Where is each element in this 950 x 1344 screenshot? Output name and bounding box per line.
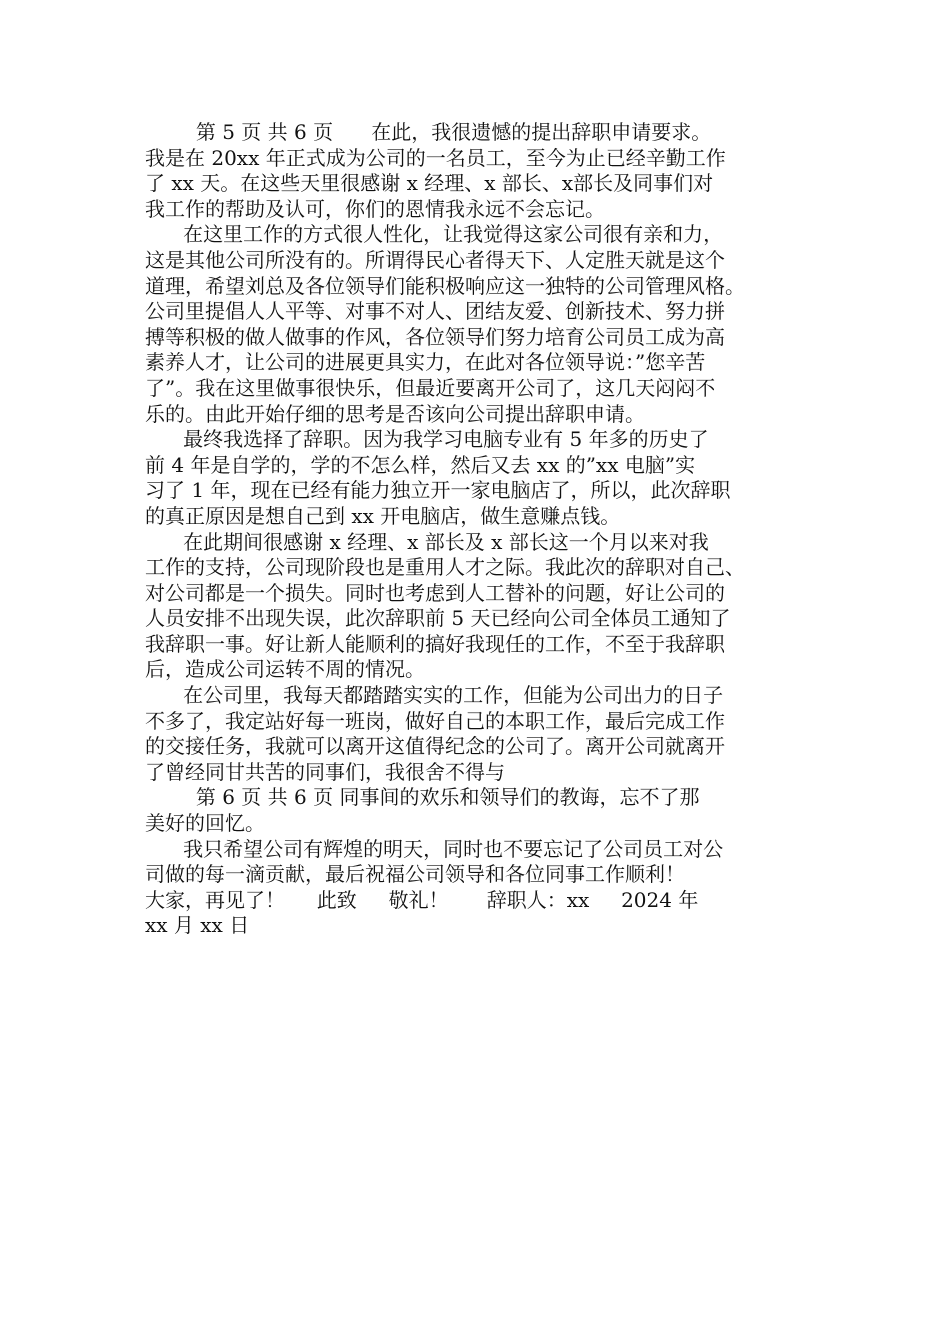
text-line: 人员安排不出现失误，此次辞职前 5 天已经向公司全体员工通知了 — [145, 606, 731, 631]
text-line: 第 6 页 共 6 页 同事间的欢乐和领导们的教诲，忘不了那 — [145, 785, 700, 810]
text-line: 我只希望公司有辉煌的明天，同时也不要忘记了公司员工对公 — [145, 836, 724, 861]
text-line: 了 xx 天。在这些天里很感谢 x 经理、x 部长、x部长及同事们对 — [145, 171, 714, 196]
text-line: 道理，希望刘总及各位领导们能积极响应这一独特的公司管理风格。 — [145, 273, 745, 298]
text-line: 在此期间很感谢 x 经理、x 部长及 x 部长这一个月以来对我 — [145, 529, 709, 554]
text-line: 最终我选择了辞职。因为我学习电脑专业有 5 年多的历史了 — [145, 427, 709, 452]
text-line: 搏等积极的做人做事的作风，各位领导们努力培育公司员工成为高 — [145, 324, 725, 349]
text-line: 的真正原因是想自己到 xx 开电脑店，做生意赚点钱。 — [145, 503, 621, 528]
text-line: xx 月 xx 日 — [145, 913, 250, 938]
text-line: 我工作的帮助及认可，你们的恩情我永远不会忘记。 — [145, 196, 605, 221]
text-line: 这是其他公司所没有的。所谓得民心者得天下、人定胜天就是这个 — [145, 247, 725, 272]
text-line: 在公司里，我每天都踏踏实实的工作，但能为公司出力的日子 — [145, 683, 724, 708]
text-line: 素养人才，让公司的进展更具实力，在此对各位领导说：”您辛苦 — [145, 350, 706, 375]
text-line: 工作的支持，公司现阶段也是重用人才之际。我此次的辞职对自己、 — [145, 555, 745, 580]
text-line: 大家，再见了！ 此致 敬礼！ 辞职人：xx 2024 年 — [145, 887, 699, 912]
text-line: 第 5 页 共 6 页 在此，我很遗憾的提出辞职申请要求。 — [145, 120, 712, 144]
text-line: 美好的回忆。 — [145, 811, 265, 836]
text-line: 我辞职一事。好让新人能顺利的搞好我现任的工作，不至于我辞职 — [145, 631, 725, 656]
text-line: 司做的每一滴贡献，最后祝福公司领导和各位同事工作顺利！ — [145, 862, 685, 887]
text-line: 习了 1 年，现在已经有能力独立开一家电脑店了，所以，此次辞职 — [145, 478, 731, 503]
text-line: 不多了，我定站好每一班岗，做好自己的本职工作，最后完成工作 — [145, 708, 725, 733]
text-line: 前 4 年是自学的，学的不怎么样，然后又去 xx 的”xx 电脑”实 — [145, 452, 696, 477]
text-line: 我是在 20xx 年正式成为公司的一名员工，至今为止已经辛勤工作 — [145, 145, 726, 170]
text-line: 对公司都是一个损失。同时也考虑到人工替补的问题，好让公司的 — [145, 580, 725, 605]
resignation-letter-body — [145, 120, 817, 939]
text-line: 乐的。由此开始仔细的思考是否该向公司提出辞职申请。 — [145, 401, 645, 426]
text-line: 了”。我在这里做事很快乐，但最近要离开公司了，这几天闷闷不 — [145, 375, 716, 400]
text-line: 的交接任务，我就可以离开这值得纪念的公司了。离开公司就离开 — [145, 734, 725, 759]
text-line: 后，造成公司运转不周的情况。 — [145, 657, 425, 682]
text-line: 在这里工作的方式很人性化，让我觉得这家公司很有亲和力， — [145, 222, 724, 247]
text-line: 了曾经同甘共苦的同事们，我很舍不得与 — [145, 759, 505, 784]
text-line: 公司里提倡人人平等、对事不对人、团结友爱、创新技术、努力拼 — [145, 299, 725, 324]
